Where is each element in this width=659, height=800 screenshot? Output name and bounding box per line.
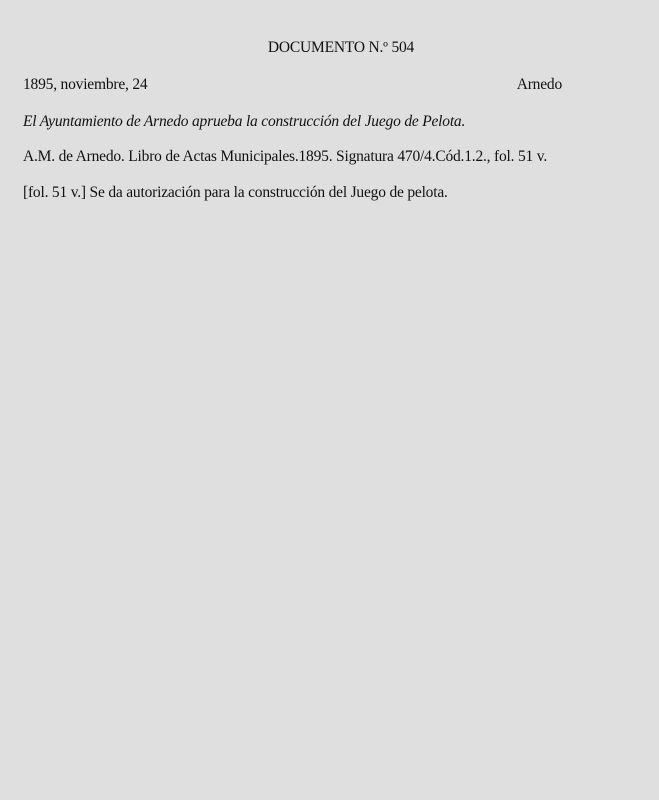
document-text: [fol. 51 v.] Se da autorización para la construcción del Juego de pelota. [23, 184, 448, 201]
document-place: Arnedo [516, 76, 562, 93]
document-title: DOCUMENTO N.º 504 [267, 39, 415, 56]
document-summary: El Ayuntamiento de Arnedo aprueba la construcción del Juego de Pelota. [23, 113, 466, 130]
archival-source: A.M. de Arnedo. Libro de Actas Municipales.1895. Signatura 470/4.Cód.1.2., fol. 51 v. [23, 148, 547, 165]
document-date: 1895, noviembre, 24 [23, 76, 148, 93]
